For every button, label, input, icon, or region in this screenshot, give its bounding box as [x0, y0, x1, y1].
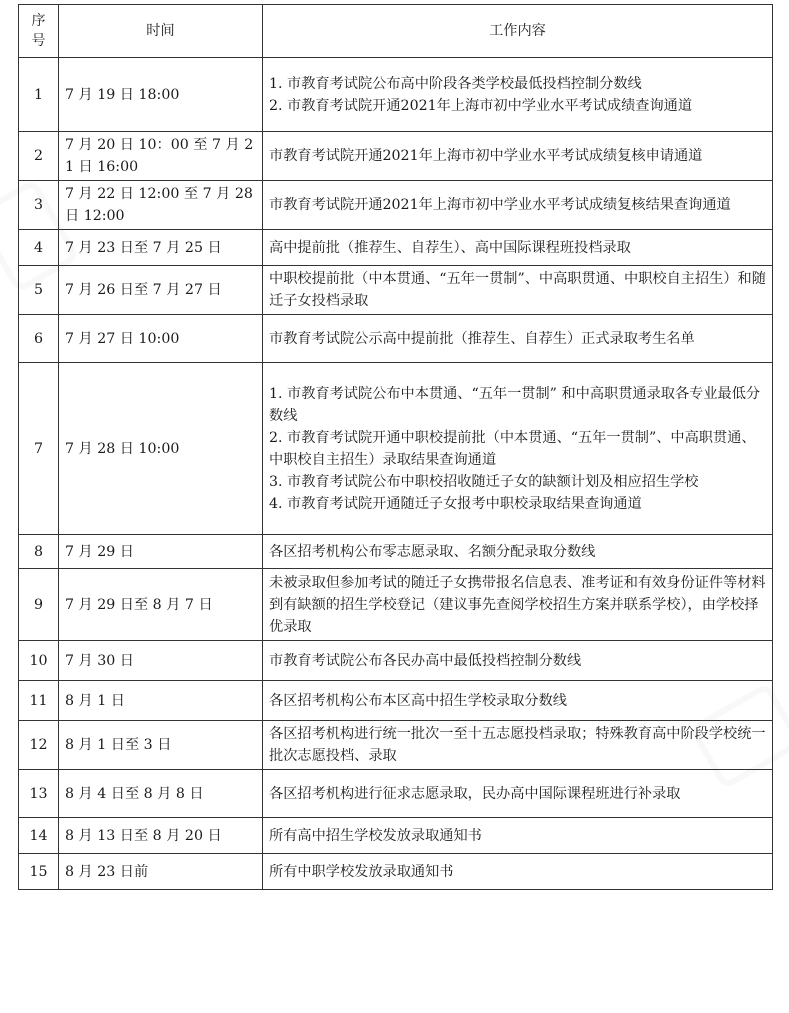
row-time: 8 月 1 日至 3 日 [59, 721, 263, 770]
row-time: 8 月 23 日前 [59, 854, 263, 890]
content-line: 1. 市教育考试院公布中本贯通、“五年一贯制” 和中高职贯通录取各专业最低分数线 [269, 385, 761, 424]
header-index: 序号 [19, 5, 59, 58]
table-row [19, 315, 773, 363]
table-row [19, 770, 773, 818]
row-index: 15 [19, 854, 59, 890]
row-time: 7 月 30 日 [59, 641, 263, 681]
row-content [263, 681, 773, 721]
table-row [19, 854, 773, 890]
row-index: 10 [19, 641, 59, 681]
row-time: 7 月 29 日至 8 月 7 日 [59, 569, 263, 641]
content-line: 所有高中招生学校发放录取通知书 [269, 827, 482, 844]
row-time: 7 月 20 日 10：00 至 7 月 21 日 16:00 [59, 132, 263, 181]
table-row [19, 266, 773, 315]
row-content [263, 266, 773, 315]
content-line: 1. 市教育考试院公布高中阶段各类学校最低投档控制分数线 [269, 75, 642, 92]
table-row [19, 535, 773, 569]
table-row [19, 58, 773, 132]
table-row [19, 132, 773, 181]
row-time: 8 月 1 日 [59, 681, 263, 721]
content-line: 市教育考试院开通2021年上海市初中学业水平考试成绩复核申请通道 [269, 148, 703, 164]
content-line: 2. 市教育考试院开通中职校提前批（中本贯通、“五年一贯制”、中高职贯通、中职校自主招生）录取结果查询通道 [269, 429, 756, 468]
content-line: 各区招考机构进行统一批次一至十五志愿投档录取；特殊教育高中阶段学校统一批次志愿投档、录取 [269, 726, 766, 764]
row-index: 9 [19, 569, 59, 641]
row-time: 7 月 29 日 [59, 535, 263, 569]
row-content [263, 818, 773, 854]
content-line: 各区招考机构进行征求志愿录取，民办高中国际课程班进行补录取 [269, 785, 681, 802]
content-line: 未被录取但参加考试的随迁子女携带报名信息表、准考证和有效身份证件等材料到有缺额的招生学校登记（建议事先查阅学校招生方案并联系学校），由学校择优录取 [269, 574, 766, 635]
table-row [19, 818, 773, 854]
row-content [263, 569, 773, 641]
row-content [263, 181, 773, 230]
row-content [263, 535, 773, 569]
row-time: 7 月 26 日至 7 月 27 日 [59, 266, 263, 315]
row-index: 6 [19, 315, 59, 363]
content-line: 中职校提前批（中本贯通、“五年一贯制”、中高职贯通、中职校自主招生）和随迁子女投档录取 [269, 271, 766, 309]
table-row [19, 681, 773, 721]
row-index: 2 [19, 132, 59, 181]
admission-schedule-table [18, 4, 773, 890]
row-time: 7 月 23 日至 7 月 25 日 [59, 230, 263, 266]
table-row [19, 230, 773, 266]
row-time: 7 月 22 日 12:00 至 7 月 28 日 12:00 [59, 181, 263, 230]
content-line: 各区招考机构公布本区高中招生学校录取分数线 [269, 692, 567, 709]
row-index: 3 [19, 181, 59, 230]
table-row [19, 363, 773, 535]
table-row [19, 569, 773, 641]
content-line: 3. 市教育考试院公布中职校招收随迁子女的缺额计划及相应招生学校 [269, 473, 699, 490]
row-index: 5 [19, 266, 59, 315]
content-line: 市教育考试院开通2021年上海市初中学业水平考试成绩复核结果查询通道 [269, 197, 731, 213]
row-index: 11 [19, 681, 59, 721]
row-index: 12 [19, 721, 59, 770]
row-time: 7 月 28 日 10:00 [59, 363, 263, 535]
row-content [263, 363, 773, 535]
row-time: 7 月 19 日 18:00 [59, 58, 263, 132]
row-content [263, 770, 773, 818]
row-index: 7 [19, 363, 59, 535]
row-time: 7 月 27 日 10:00 [59, 315, 263, 363]
row-index: 8 [19, 535, 59, 569]
table-row [19, 181, 773, 230]
row-index: 14 [19, 818, 59, 854]
content-line: 市教育考试院公布各民办高中最低投档控制分数线 [269, 652, 582, 669]
row-time: 8 月 13 日至 8 月 20 日 [59, 818, 263, 854]
header-time: 时间 [59, 5, 263, 58]
row-index: 1 [19, 58, 59, 132]
table-body [19, 58, 773, 890]
content-line: 4. 市教育考试院开通随迁子女报考中职校录取结果查询通道 [269, 495, 642, 512]
row-content [263, 721, 773, 770]
content-line: 2. 市教育考试院开通2021年上海市初中学业水平考试成绩查询通道 [269, 97, 693, 114]
content-line: 市教育考试院公示高中提前批（推荐生、自荐生）正式录取考生名单 [269, 330, 695, 347]
row-content [263, 315, 773, 363]
row-content [263, 58, 773, 132]
row-content [263, 230, 773, 266]
row-index: 4 [19, 230, 59, 266]
row-content [263, 132, 773, 181]
table-row [19, 641, 773, 681]
header-content: 工作内容 [263, 5, 773, 58]
content-line: 所有中职学校发放录取通知书 [269, 863, 454, 880]
row-content [263, 854, 773, 890]
content-line: 各区招考机构公布零志愿录取、名额分配录取分数线 [269, 543, 596, 560]
row-index: 13 [19, 770, 59, 818]
table-row [19, 721, 773, 770]
header-row [19, 5, 773, 58]
row-time: 8 月 4 日至 8 月 8 日 [59, 770, 263, 818]
content-line: 高中提前批（推荐生、自荐生）、高中国际课程班投档录取 [269, 239, 631, 256]
row-content [263, 641, 773, 681]
